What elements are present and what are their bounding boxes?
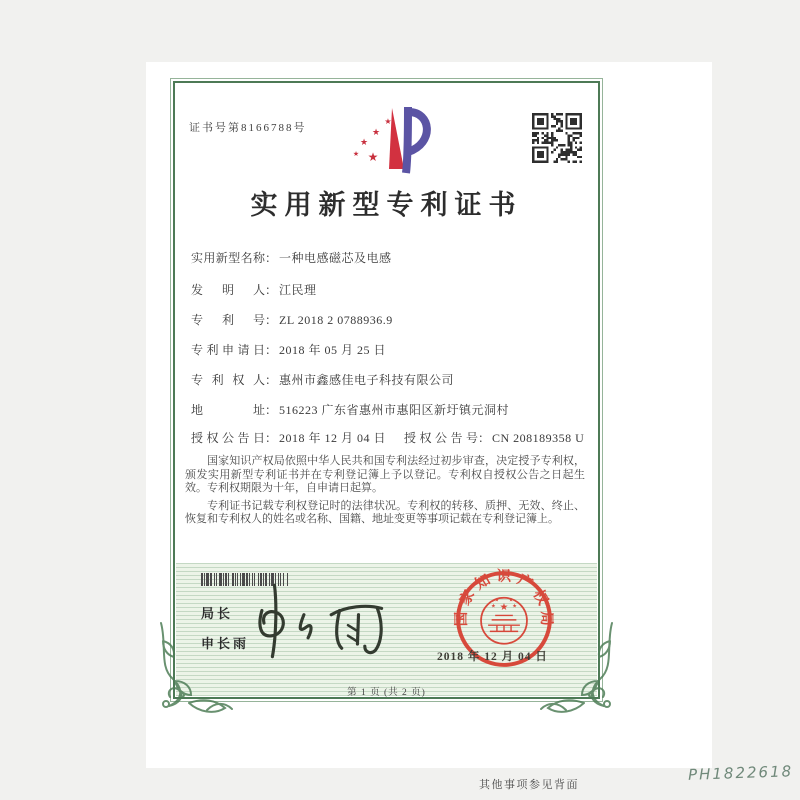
flourish-corner-left-icon bbox=[151, 609, 250, 713]
colon: ： bbox=[265, 313, 278, 327]
signer-title: 局长 bbox=[201, 606, 234, 621]
svg-text:★: ★ bbox=[352, 150, 360, 158]
field-label: 授权公告号 bbox=[404, 431, 478, 445]
field-value: 2018 年 05 月 25 日 bbox=[279, 343, 387, 357]
field-value: 516223 广东省惠州市惠阳区新圩镇元洞村 bbox=[279, 403, 510, 417]
field-value: 2018 年 12 月 04 日 bbox=[279, 431, 387, 445]
colon: ： bbox=[265, 283, 278, 297]
field-value: 江民理 bbox=[279, 283, 317, 297]
svg-text:★: ★ bbox=[491, 603, 496, 610]
field-label: 发明人 bbox=[191, 283, 265, 297]
seal-org-text: 国家知识产权局 bbox=[453, 568, 555, 627]
legal-text bbox=[185, 455, 585, 531]
svg-text:★: ★ bbox=[499, 602, 509, 614]
svg-text:★: ★ bbox=[494, 597, 500, 604]
handwritten-number: PH1822618 bbox=[687, 762, 794, 784]
field-row-grant-no bbox=[404, 429, 584, 446]
field-row-address bbox=[191, 401, 591, 418]
colon: ： bbox=[265, 343, 278, 357]
colon: ： bbox=[265, 403, 278, 417]
field-row-grant bbox=[191, 429, 591, 446]
svg-text:★: ★ bbox=[359, 138, 369, 148]
field-value: ZL 2018 2 0788936.9 bbox=[279, 313, 393, 327]
certificate-border-frame bbox=[170, 78, 603, 702]
field-row-patentee bbox=[191, 371, 591, 388]
field-row-name bbox=[191, 249, 591, 266]
colon: ： bbox=[265, 251, 278, 265]
colon: ： bbox=[265, 431, 278, 445]
field-row-patent-no bbox=[191, 311, 591, 328]
field-row-filing-date bbox=[191, 341, 591, 358]
field-row-inventor bbox=[191, 281, 591, 298]
svg-text:★: ★ bbox=[371, 128, 381, 138]
page-number: 第 1 页 (共 2 页) bbox=[347, 688, 426, 698]
svg-text:★: ★ bbox=[384, 117, 392, 126]
back-side-note: 其他事项参见背面 bbox=[479, 779, 579, 791]
field-label: 实用新型名称 bbox=[191, 251, 265, 265]
colon: ： bbox=[478, 431, 491, 445]
svg-text:★: ★ bbox=[367, 150, 379, 164]
colon: ： bbox=[265, 373, 278, 387]
field-label: 地址 bbox=[191, 403, 265, 417]
field-label: 授权公告日 bbox=[191, 431, 265, 445]
certificate-title: 实用新型专利证书 bbox=[250, 190, 523, 220]
field-value: 惠州市鑫感佳电子科技有限公司 bbox=[279, 373, 455, 387]
field-label: 专利权人 bbox=[191, 373, 265, 387]
qr-code bbox=[532, 113, 582, 163]
legal-paragraph: 专利证书记载专利权登记时的法律状况。专利权的转移、质押、无效、终止、恢复和专利权人的姓名或名称、国籍、地址变更等事项记载在专利登记簿上。 bbox=[185, 499, 585, 525]
field-value: 一种电感磁芯及电感 bbox=[279, 251, 392, 265]
signer-name: 申长雨 bbox=[201, 636, 250, 651]
field-label: 专利申请日 bbox=[191, 343, 265, 357]
svg-text:★: ★ bbox=[508, 597, 514, 604]
cnipa-logo-icon bbox=[347, 103, 431, 181]
seal-date: 2018 年 12 月 04 日 bbox=[437, 651, 548, 663]
director-signature bbox=[243, 579, 411, 663]
legal-paragraph: 国家知识产权局依照中华人民共和国专利法经过初步审查，决定授予专利权，颁发实用新型专利证书并在专利登记簿上予以登记。专利权自授权公告之日起生效。专利权期限为十年，自申请日起算。 bbox=[185, 455, 585, 494]
certificate-number: 证书号第8166788号 bbox=[189, 122, 307, 134]
field-label: 专利号 bbox=[191, 313, 265, 327]
field-value: CN 208189358 U bbox=[492, 431, 585, 445]
svg-text:★: ★ bbox=[512, 603, 517, 610]
